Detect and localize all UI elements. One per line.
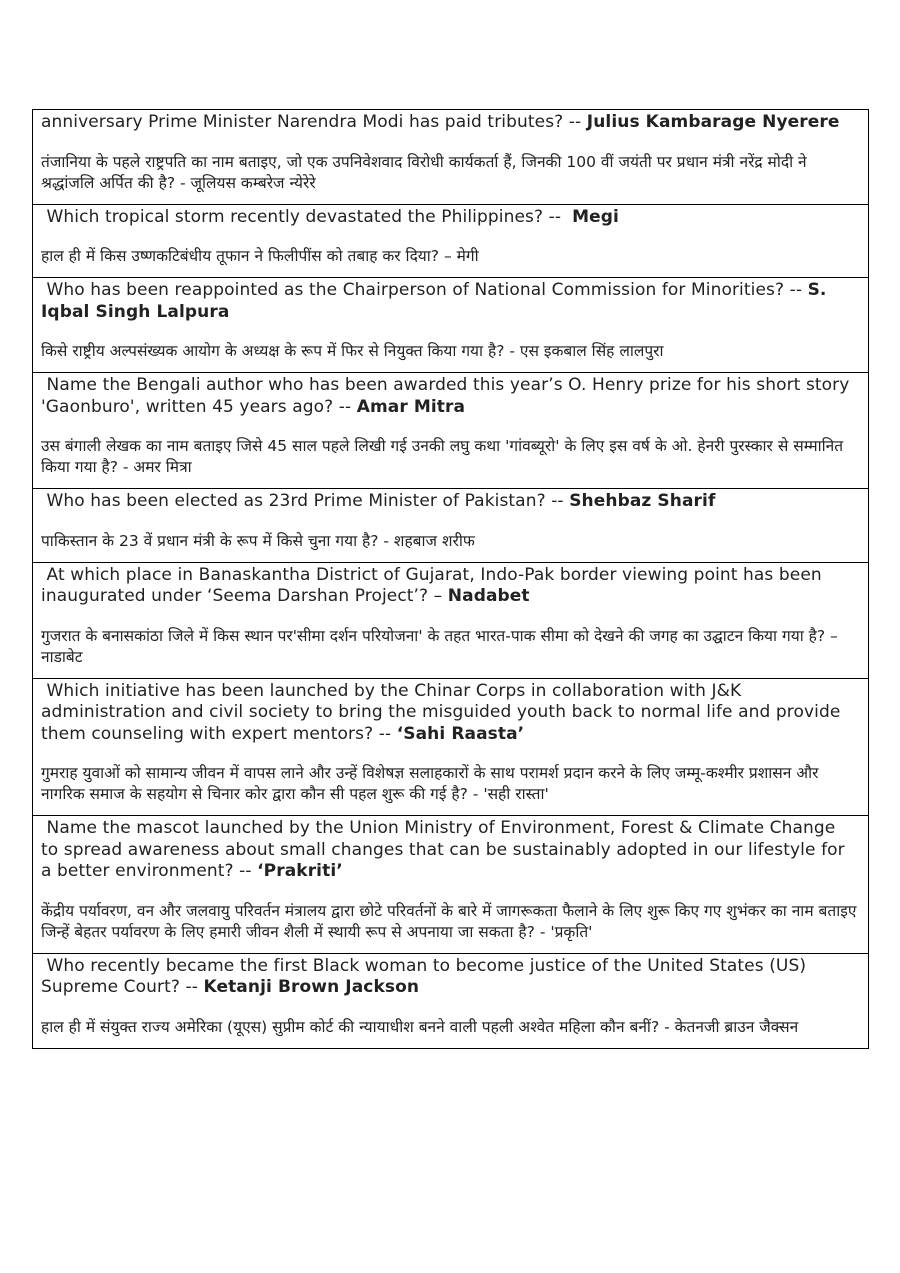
question-english <box>41 681 858 746</box>
answer-text: Julius Kambarage Nyerere <box>586 112 840 132</box>
answer-text: S. Iqbal Singh Lalpura <box>41 280 833 322</box>
question-english <box>41 375 858 418</box>
answer-text: Shehbaz Sharif <box>569 491 716 511</box>
quiz-row <box>33 678 868 816</box>
question-text: Name the mascot launched by the Union Ministry of Environment, Forest & Climate Change to spread awareness about small changes that can be sustainably adopted in our lifestyle for a better environment? -- <box>41 818 851 881</box>
question-hindi: हाल ही में संयुक्त राज्य अमेरिका (यूएस) सुप्रीम कोर्ट की न्यायाधीश बनने वाली पहली अश्वेत महिला कौन बनीं? - केतनजी ब्राउन जैक्सन <box>41 1017 799 1036</box>
question-english <box>41 818 858 883</box>
quiz-row <box>33 110 868 204</box>
quiz-row <box>33 277 868 372</box>
question-english <box>41 565 858 608</box>
question-text: Name the Bengali author who has been awarded this year’s O. Henry prize for his short story 'Gaonburo', written 45 years ago? -- <box>41 375 855 417</box>
question-hindi: गुजरात के बनासकांठा जिले में किस स्थान पर'सीमा दर्शन परियोजना' के तहत भारत-पाक सीमा को देखने की जगह का उद्घाटन किया गया है? – नाडाबेट <box>41 626 838 666</box>
question-text: At which place in Banaskantha District of Gujarat, Indo-Pak border viewing point has been inaugurated under ‘Seema Darshan Project’? – <box>41 564 828 606</box>
answer-text: Megi <box>572 206 619 227</box>
question-text: Who has been elected as 23rd Prime Minister of Pakistan? -- <box>41 491 570 511</box>
question-hindi: तंजानिया के पहले राष्ट्रपति का नाम बताइए, जो एक उपनिवेशवाद विरोधी कार्यकर्ता हैं, जिनकी 100 वीं जयंती पर प्रधान मंत्री नरेंद्र मोदी ने श्रद्धांजलि अर्पित की है? - जूलियस कम्बरेज न्येरेरे <box>41 152 807 192</box>
quiz-row <box>33 488 868 562</box>
question-english <box>41 491 858 513</box>
quiz-row <box>33 204 868 278</box>
question-hindi: गुमराह युवाओं को सामान्य जीवन में वापस लाने और उन्हें विशेषज्ञ सलाहकारों के साथ परामर्श प्रदान करने के लिए जम्मू-कश्मीर प्रशासन और नागरिक समाज के सहयोग से चिनार कोर द्वारा कौन सी पहल शुरू की गई है? - 'सही रास्ता' <box>41 764 819 803</box>
answer-text: Nadabet <box>447 586 530 606</box>
question-hindi: पाकिस्तान के 23 वें प्रधान मंत्री के रूप में किसे चुना गया है? - शहबाज शरीफ <box>41 531 475 550</box>
question-hindi: केंद्रीय पर्यावरण, वन और जलवायु परिवर्तन मंत्रालय द्वारा छोटे परिवर्तनों के बारे में जागरूकता फैलाने के लिए शुरू किए गए शुभंकर का नाम बताइए जिन्हें बेहतर पर्यावरण के लिए हमारी जीवन शैली में स्थायी रूप से अपनाया जा सकता है? - 'प्रकृति' <box>41 901 857 941</box>
question-english <box>41 280 858 323</box>
answer-text: Ketanji Brown Jackson <box>203 977 420 997</box>
question-text: Which initiative has been launched by the Chinar Corps in collaboration with J&K administration and civil society to bring the misguided youth back to normal life and provide them counseling with expert mentors? -- <box>41 680 846 744</box>
question-hindi: किसे राष्ट्रीय अल्पसंख्यक आयोग के अध्यक्ष के रूप में फिर से नियुक्त किया गया है? - एस इकबाल सिंह लालपुरा <box>41 342 664 360</box>
question-text: Who has been reappointed as the Chairperson of National Commission for Minorities? -- <box>41 280 808 300</box>
quiz-row <box>33 815 868 953</box>
question-hindi: हाल ही में किस उष्णकटिबंधीय तूफान ने फिलीपींस को तबाह कर दिया? – मेगी <box>41 247 479 265</box>
quiz-row <box>33 372 868 488</box>
answer-text: ‘Prakriti’ <box>257 861 343 881</box>
answer-text: Amar Mitra <box>356 396 466 417</box>
question-english <box>41 207 858 229</box>
quiz-row <box>33 953 868 1048</box>
question-text: anniversary Prime Minister Narendra Modi has paid tributes? -- <box>41 112 587 132</box>
question-english <box>41 956 858 999</box>
question-hindi: उस बंगाली लेखक का नाम बताइए जिसे 45 साल पहले लिखी गई उनकी लघु कथा 'गांवब्यूरो' के लिए इस वर्ष के ओ. हेनरी पुरस्कार से सम्मानित किया गया है? - अमर मित्रा <box>41 437 844 476</box>
quiz-row <box>33 562 868 678</box>
question-text: Which tropical storm recently devastated the Philippines? -- <box>41 206 573 227</box>
question-english <box>41 112 858 134</box>
answer-text: ‘Sahi Raasta’ <box>396 723 525 744</box>
quiz-table <box>32 109 869 1049</box>
question-text: Who recently became the first Black woman to become justice of the United States (US) Supreme Court? -- <box>41 955 812 997</box>
